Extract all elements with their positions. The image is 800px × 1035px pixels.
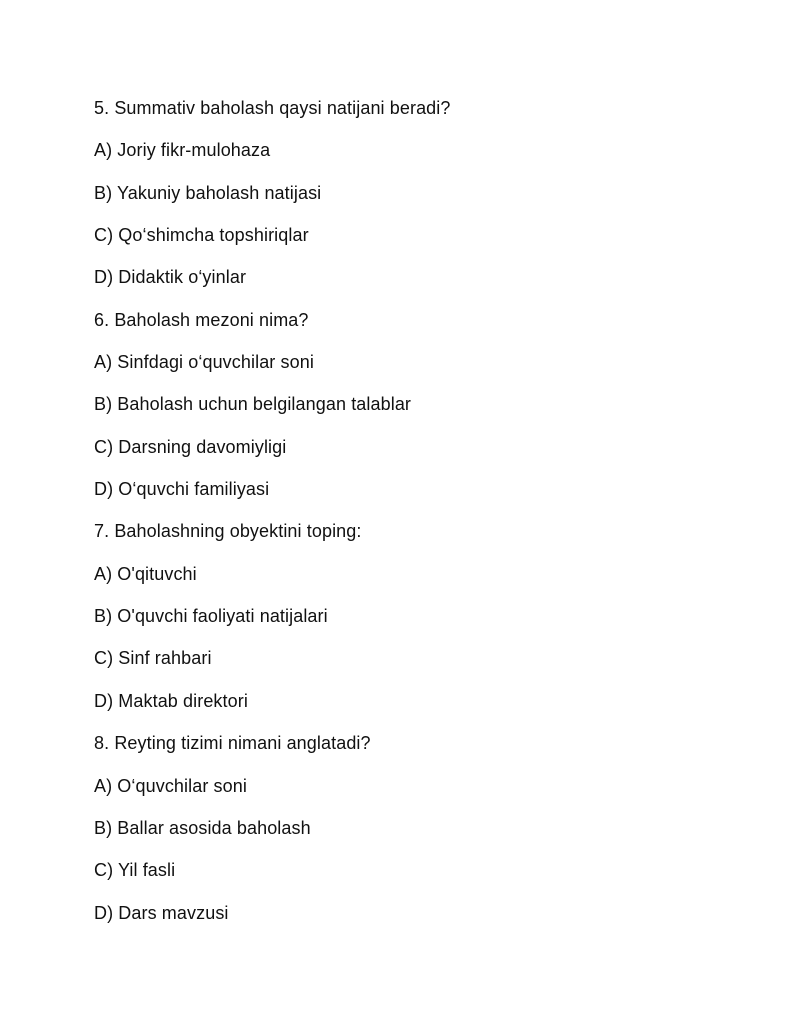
question-5-text: 5. Summativ baholash qaysi natijani beradi? [94,98,451,118]
question-5-option-c: C) Qo‘shimcha topshiriqlar [94,225,309,246]
quiz-content [94,92,734,939]
question-7-option-b: B) O'quvchi faoliyati natijalari [94,606,328,627]
question-5-option-b: B) Yakuniy baholash natijasi [94,182,322,203]
question-8-option-d: D) Dars mavzusi [94,902,229,923]
question-6-text: 6. Baholash mezoni nima? [94,309,309,330]
question-8-text: 8. Reyting tizimi nimani anglatadi? [94,733,371,754]
question-7-option-c: C) Sinf rahbari [94,648,212,669]
question-6-option-d: D) O‘quvchi familiyasi [94,479,270,500]
question-6-option-b: B) Baholash uchun belgilangan talablar [94,394,412,415]
question-8-option-b: B) Ballar asosida baholash [94,817,311,838]
question-7-option-d: D) Maktab direktori [94,690,248,711]
question-5-option-d: D) Didaktik o‘yinlar [94,267,247,288]
question-7-text: 7. Baholashning obyektini toping: [94,521,362,542]
question-5-option-a: A) Joriy fikr-mulohaza [94,140,271,161]
question-6-option-a: A) Sinfdagi o‘quvchilar soni [94,352,314,373]
question-6-option-c: C) Darsning davomiyligi [94,436,287,457]
question-8-option-a: A) O‘quvchilar soni [94,775,247,796]
question-7-option-a: A) O'qituvchi [94,563,197,584]
question-8-option-c: C) Yil fasli [94,860,176,881]
